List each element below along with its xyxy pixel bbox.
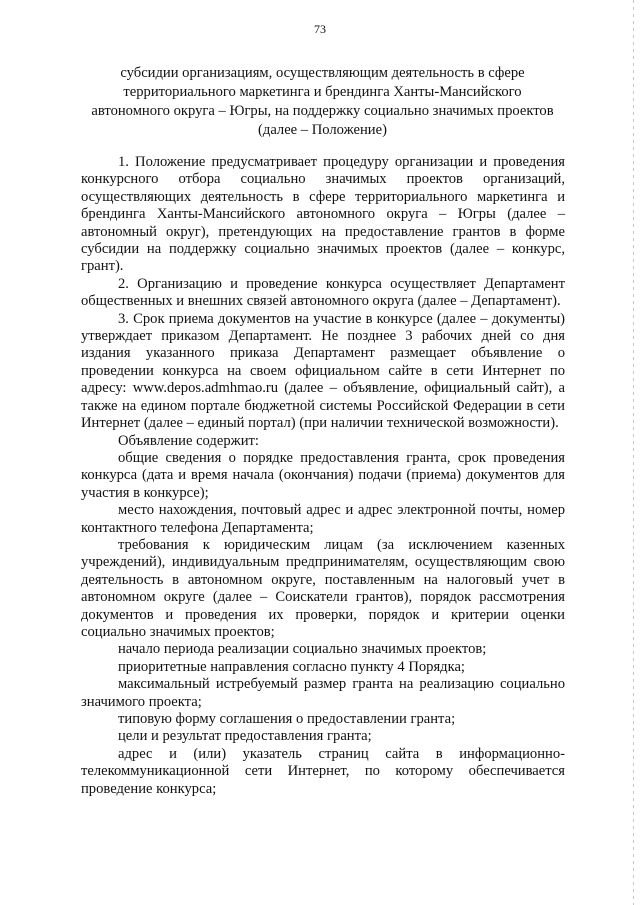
paragraph-item-1: 1. Положение предусматривает процедуру организации и проведения конкурсного отбора социально значимых проектов организаций, осуществляющих деятельность в сфере территориального маркетинга и брендинга Ханты-Мансийского автономного округа – Югры (далее – автономный округ), претендующих на предоставление грантов в форме субсидии на поддержку социально значимых проектов (далее – конкурс, грант). bbox=[81, 154, 565, 275]
title-line: субсидии организациям, осуществляющим деятельность в сфере bbox=[120, 65, 525, 81]
announcement-clause: цели и результат предоставления гранта; bbox=[118, 728, 372, 745]
announcement-clause: максимальный истребуемый размер гранта на реализацию социально значимого проекта; bbox=[81, 676, 565, 710]
announcement-intro: Объявление содержит: bbox=[118, 432, 259, 449]
announcement-clause: приоритетные направления согласно пункту 4 Порядка; bbox=[118, 658, 465, 675]
announcement-clause: общие сведения о порядке предоставления гранта, срок проведения конкурса (дата и время начала (окончания) подачи (приема) документов для участия в конкурсе); bbox=[81, 449, 565, 501]
announcement-clause: место нахождения, почтовый адрес и адрес электронной почты, номер контактного телефона Департамента; bbox=[81, 502, 565, 536]
announcement-clause: адрес и (или) указатель страниц сайта в информационно-телекоммуникационной сети Интернет, по которому обеспечивается проведение конкурса; bbox=[81, 745, 565, 797]
announcement-clause: начало периода реализации социально значимых проектов; bbox=[118, 641, 487, 658]
title-line: (далее – Положение) bbox=[258, 122, 387, 138]
title-line: территориального маркетинга и брендинга Ханты-Мансийского bbox=[123, 84, 522, 100]
paragraph-item-3: 3. Срок приема документов на участие в конкурсе (далее – документы) утверждает приказом Департамент. Не позднее 3 рабочих дней со дня издания указанного приказа Департамент размещает объявление о проведении конкурса на своем официальном сайте в сети Интернет по адресу: www.depos.admhmao.ru (далее – объявление, официальный сайт), а также на едином портале бюджетной системы Российской Федерации в сети Интернет (далее – единый портал) (при наличии технической возможности). bbox=[81, 310, 565, 432]
paragraph-item-2: 2. Организацию и проведение конкурса осуществляет Департамент общественных и внешних связей автономного округа (далее – Департамент). bbox=[81, 275, 565, 310]
title-line: автономного округа – Югры, на поддержку социально значимых проектов bbox=[91, 103, 554, 119]
announcement-clause: типовую форму соглашения о предоставлении гранта; bbox=[118, 711, 456, 727]
document-body bbox=[81, 154, 565, 798]
page-number: 73 bbox=[314, 22, 326, 36]
section-title bbox=[80, 64, 565, 140]
announcement-clause: требования к юридическим лицам (за исключением казенных учреждений), индивидуальным предпринимателям, осуществляющим свою деятельность в автономном округе, поставленным на налоговый учет в автономном округе (далее – Соискатели грантов), порядок рассмотрения документов и проведения их проверки, порядок и критерии оценки социально значимых проектов; bbox=[81, 536, 565, 640]
page-edge-line bbox=[633, 0, 634, 905]
